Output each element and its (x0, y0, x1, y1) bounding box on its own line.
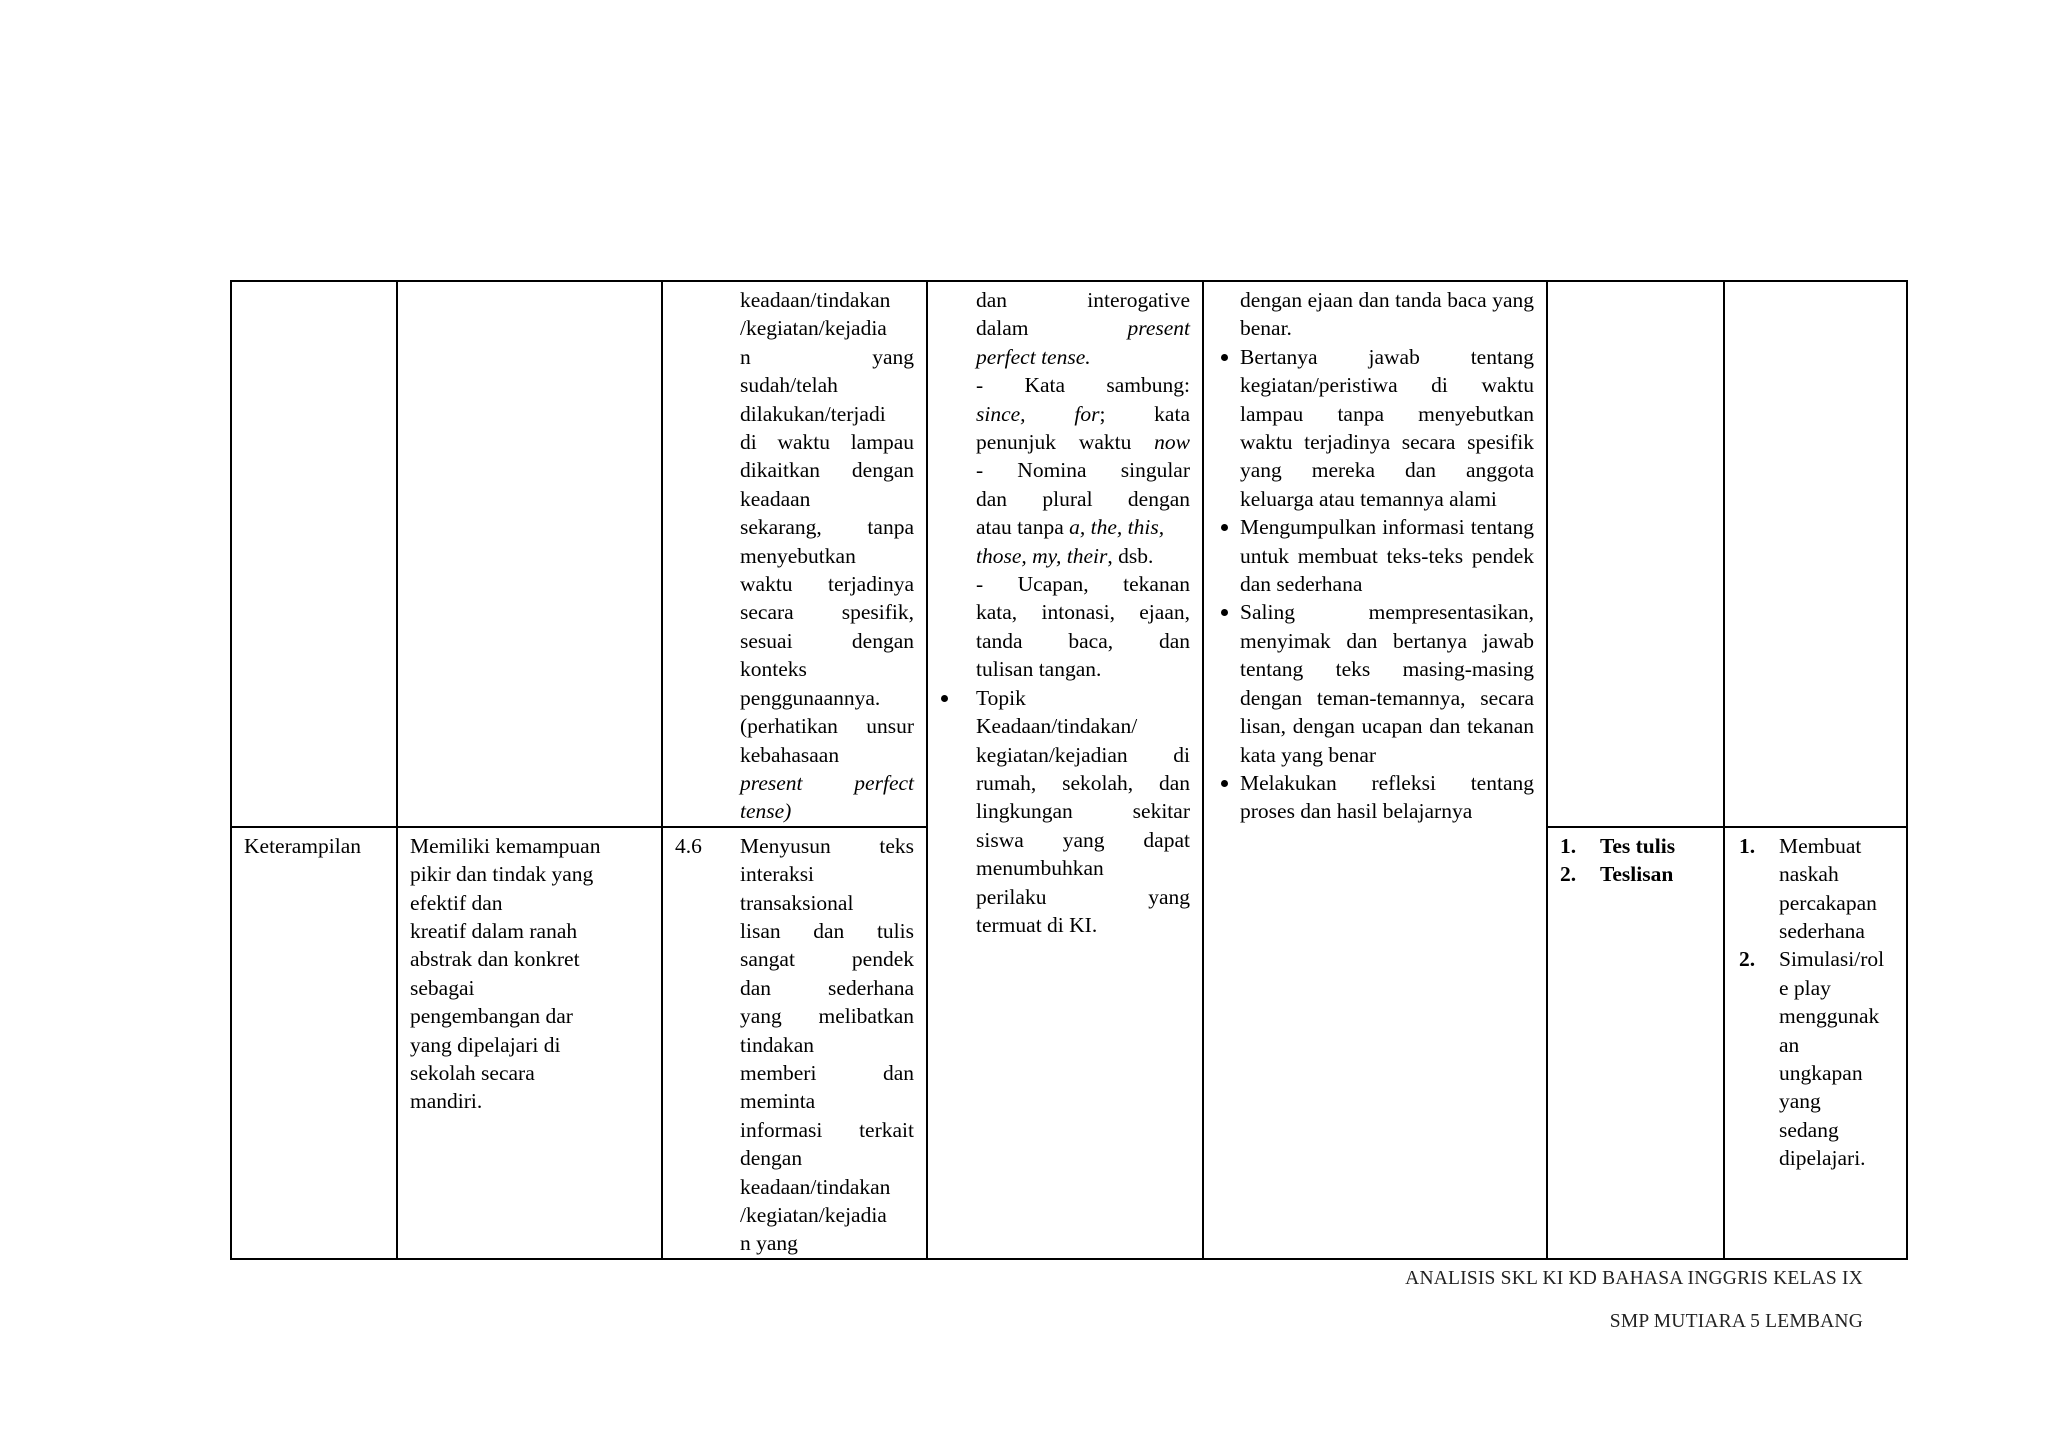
text-line: dan sederhana (740, 975, 914, 1000)
text-line: n yang (740, 344, 914, 369)
materi-cell (927, 281, 1203, 1259)
text-line: termuat di KI. (976, 912, 1098, 937)
list-number: 1. (1560, 833, 1577, 858)
text-line: sekarang, tanpa (740, 515, 914, 540)
text-line: sebagai (410, 975, 475, 1000)
list-item: Bertanya jawab tentang kegiatan/peristiwa di waktu lampau tanpa menyebutkan waktu terjadinya secara spesifik yang mereka dan anggota keluarga atau temannya alami (1218, 343, 1534, 513)
list-item (1739, 945, 1894, 1172)
ki-desc-cell (397, 281, 662, 827)
text-line: meminta (740, 1089, 816, 1114)
text-line: kebahasaan (740, 742, 840, 767)
list-item (1560, 832, 1711, 860)
text-line: abstrak dan konkret (410, 947, 580, 972)
text-line: yang (1779, 1089, 1821, 1114)
kegiatan-cell (1203, 281, 1547, 1259)
tugas-list (1739, 832, 1894, 1173)
penilaian-list (1560, 832, 1711, 889)
penilaian-cell (1547, 827, 1724, 1259)
ki-description (410, 832, 649, 1116)
table-row (231, 281, 1907, 827)
text-line: naskah (1779, 862, 1839, 887)
text-line: /kegiatan/kejadia (740, 1203, 887, 1227)
text-line: lingkungan sekitar (976, 799, 1190, 824)
text-line: siswa yang dapat (976, 827, 1190, 852)
text-line: mandiri. (410, 1089, 483, 1114)
text-line: di waktu lampau (740, 430, 914, 455)
text-line: rumah, sekolah, dan (976, 770, 1190, 795)
ki-cell: Keterampilan (231, 827, 397, 1259)
kd-text (675, 832, 914, 1258)
text-line: pengembangan dar (410, 1004, 573, 1029)
text-line: percakapan (1779, 890, 1877, 915)
list-item: Mengumpulkan informasi tentang untuk membuat teks-teks pendek dan sederhana (1218, 513, 1534, 598)
text-line: memberi dan (740, 1060, 914, 1085)
text-line: keadaan/tindakan (740, 1174, 891, 1199)
text-line: kreatif dalam ranah (410, 918, 578, 943)
list-item (1739, 832, 1894, 946)
text-line: (perhatikan unsur (740, 714, 914, 739)
ki-cell (231, 281, 397, 827)
list-number: 2. (1739, 947, 1756, 972)
topik-bullet (936, 684, 1190, 940)
list-text: Teslisan (1600, 862, 1674, 887)
list-item: Melakukan refleksi tentang proses dan hasil belajarnya (1218, 769, 1534, 826)
text-line: Simulasi/rol (1779, 947, 1885, 972)
list-item: Saling mempresentasikan, menyimak dan bertanya jawab tentang teks masing-masing dengan teman-temannya, secara lisan, dengan ucapan dan tekanan kata yang benar (1218, 598, 1534, 768)
text-line: kegiatan/kejadian di (976, 742, 1190, 767)
text-line: n yang (740, 1231, 798, 1256)
kd-cell (662, 281, 927, 827)
text-line: perilaku yang (976, 884, 1190, 909)
tugas-cell (1724, 281, 1907, 827)
text-line: an (1779, 1032, 1800, 1057)
topik-text (976, 684, 1190, 940)
text-line: menggunak (1779, 1004, 1880, 1029)
text-line: yang melibatkan (740, 1004, 914, 1029)
text-line: dilakukan/terjadi (740, 401, 886, 426)
analysis-table (230, 280, 1908, 1260)
text-line: lisan dan tulis (740, 918, 914, 943)
tugas-cell (1724, 827, 1907, 1259)
text-line: efektif dan (410, 890, 503, 915)
text-line: keadaan (740, 486, 811, 511)
text-line: ungkapan (1779, 1060, 1863, 1085)
text-line: Menyusun teks (740, 833, 914, 858)
list-number: 1. (1739, 833, 1756, 858)
text-line: dikaitkan dengan (740, 458, 914, 483)
text-line: sesuai dengan (740, 628, 914, 653)
text-line: yang dipelajari di (410, 1032, 561, 1057)
text-line: sudah/telah (740, 373, 838, 398)
text-line: present perfect tense) (740, 770, 914, 824)
text-line: dengan (740, 1146, 803, 1171)
text-line: keadaan/tindakan (740, 288, 891, 312)
text-line: menumbuhkan (976, 856, 1104, 881)
footer-title: ANALISIS SKL KI KD BAHASA INGGRIS KELAS IX (1405, 1268, 1863, 1289)
text-line: Memiliki kemampuan (410, 833, 601, 858)
text-line: pikir dan tindak yang (410, 862, 594, 887)
kegiatan-intro: dengan ejaan dan tanda baca yang benar. (1240, 288, 1534, 341)
footer-school: SMP MUTIARA 5 LEMBANG (1609, 1311, 1863, 1332)
text-line: transaksional (740, 890, 854, 915)
text-line: Keadaan/tindakan/ (976, 714, 1138, 739)
text-line: sekolah secara (410, 1060, 535, 1085)
list-item (1560, 860, 1711, 888)
penilaian-cell (1547, 281, 1724, 827)
text-line: penggunaannya. (740, 685, 881, 710)
kegiatan-list (1218, 343, 1534, 826)
materi-text: dan interogative dalam present perfect tense. - Kata sambung: since, for; kata penunjuk waktu now - Nomina singular dan plural dengan atau tanpa a, the, this, those, my, their, dsb. - Ucapan, tekanan kata, intonasi, ejaan, tanda baca, dan tulisan tangan. (976, 288, 1190, 682)
kd-text (675, 286, 914, 826)
text-line: Membuat (1779, 833, 1862, 858)
text-line: sedang (1779, 1117, 1839, 1142)
text-line: waktu terjadinya (740, 572, 914, 597)
kd-number: 4.6 (675, 833, 702, 858)
list-number: 2. (1560, 862, 1577, 887)
text-line: tindakan (740, 1032, 815, 1057)
text-line: sangat pendek (740, 947, 914, 972)
text-line: /kegiatan/kejadia (740, 316, 887, 341)
text-line: interaksi (740, 862, 815, 887)
text-line: Topik (976, 685, 1026, 710)
text-line: secara spesifik, (740, 600, 914, 625)
kd-cell (662, 827, 927, 1259)
text-line: menyebutkan (740, 543, 856, 568)
text-line: dipelajari. (1779, 1146, 1866, 1171)
text-line: e play (1779, 975, 1831, 1000)
text-line: sederhana (1779, 918, 1865, 943)
text-line: informasi terkait (740, 1117, 914, 1142)
bullet-icon (941, 695, 948, 702)
text-line: konteks (740, 657, 807, 682)
ki-desc-cell (397, 827, 662, 1259)
list-text: Tes tulis (1600, 833, 1676, 858)
